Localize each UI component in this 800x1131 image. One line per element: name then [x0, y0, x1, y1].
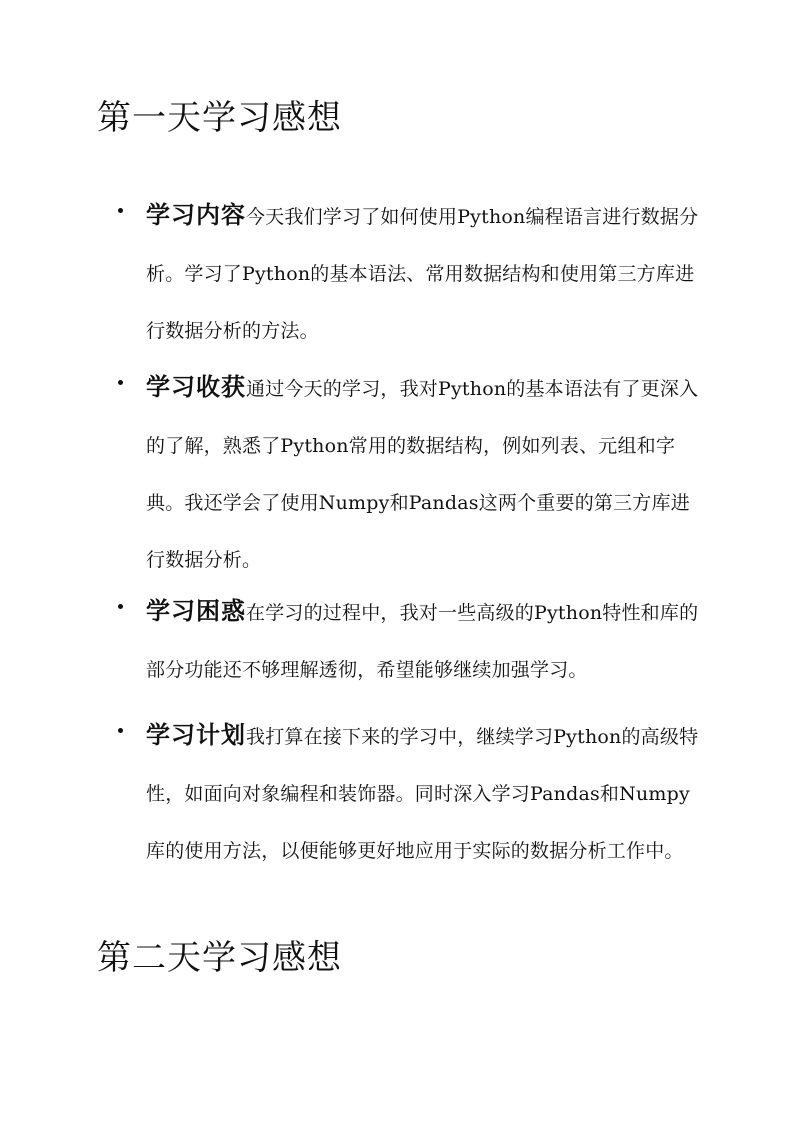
list-item-paragraph: [146, 582, 708, 699]
section-label: 学习收获: [146, 372, 246, 401]
section-label: 学习内容: [146, 200, 246, 229]
bullet-dot-icon: [118, 208, 123, 213]
section-label: 学习困惑: [146, 596, 246, 625]
bullet-dot-icon: [118, 380, 123, 385]
section-text: 我打算在接下来的学习中，继续学习Python的高级特性，如面向对象编程和装饰器。同时深入学习Pandas和Numpy库的使用方法，以便能够更好地应用于实际的数据分析工作中。: [146, 726, 699, 862]
section-text: 今天我们学习了如何使用Python编程语言进行数据分析。学习了Python的基本语法、常用数据结构和使用第三方库进行数据分析的方法。: [146, 206, 699, 342]
section-text: 在学习的过程中，我对一些高级的Python特性和库的部分功能还不够理解透彻，希望能够继续加强学习。: [146, 602, 699, 681]
day2-title: 第二天学习感想: [97, 938, 342, 978]
bullet-dot-icon: [118, 728, 123, 733]
day1-title: 第一天学习感想: [97, 98, 342, 138]
list-item-paragraph: [146, 706, 708, 880]
section-text: 通过今天的学习，我对Python的基本语法有了更深入的了解，熟悉了Python常用的数据结构，例如列表、元组和字典。我还学会了使用Numpy和Pandas这两个重要的第三方库进行数据分析。: [146, 378, 699, 571]
list-item-paragraph: [146, 186, 708, 360]
list-item-paragraph: [146, 358, 708, 589]
section-label: 学习计划: [146, 720, 246, 749]
bullet-dot-icon: [118, 604, 123, 609]
